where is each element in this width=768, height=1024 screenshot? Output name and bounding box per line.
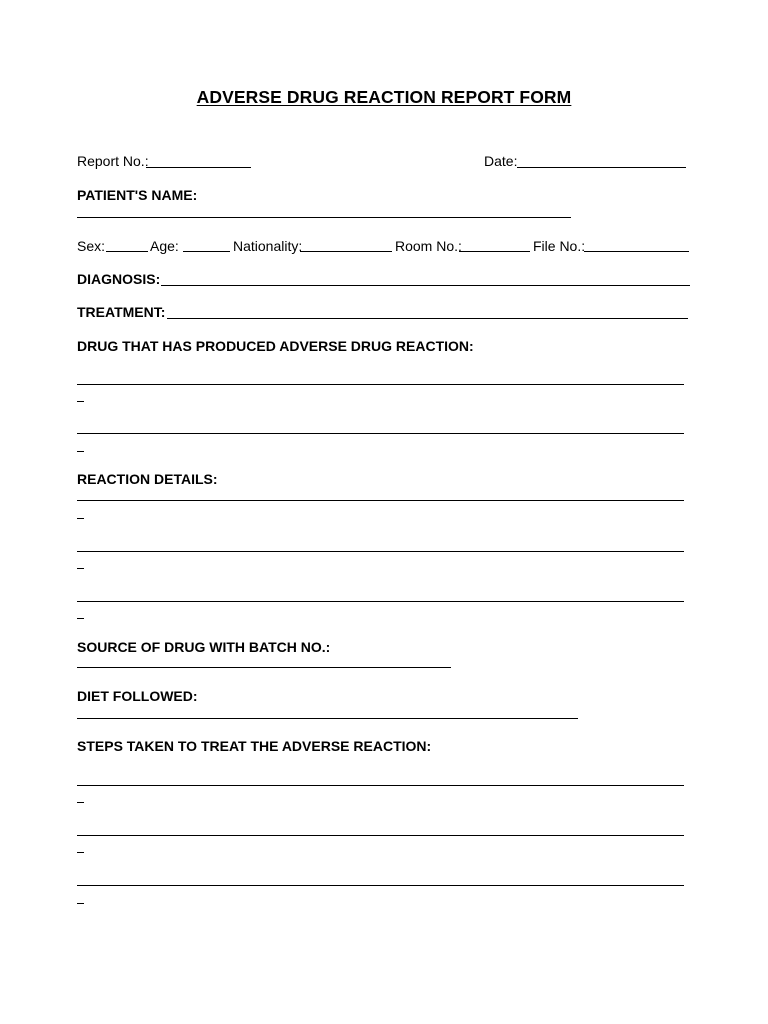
diagnosis-label: DIAGNOSIS: [77, 271, 161, 287]
drug-line-1[interactable] [77, 384, 684, 385]
reaction-line-3-dash [77, 618, 84, 619]
drug-line-2-dash [77, 451, 84, 452]
file-no-field[interactable] [584, 251, 689, 252]
reaction-line-3[interactable] [77, 601, 684, 602]
patient-name-field[interactable] [77, 217, 571, 218]
reaction-line-2-dash [77, 568, 84, 569]
diet-label: DIET FOLLOWED: [77, 688, 198, 704]
age-field[interactable] [183, 251, 230, 252]
room-no-field[interactable] [459, 251, 530, 252]
steps-line-1-dash [77, 802, 84, 803]
source-label: SOURCE OF DRUG WITH BATCH NO.: [77, 639, 331, 655]
treatment-field[interactable] [167, 318, 688, 319]
treatment-label: TREATMENT: [77, 304, 166, 320]
date-label: Date: [484, 153, 518, 169]
diagnosis-field[interactable] [161, 285, 690, 286]
report-no-label: Report No.: [77, 153, 149, 169]
patient-name-label: PATIENT'S NAME: [77, 187, 198, 203]
nationality-label: Nationality: [233, 238, 303, 254]
drug-label: DRUG THAT HAS PRODUCED ADVERSE DRUG REACTION: [77, 338, 474, 354]
report-no-field[interactable] [146, 167, 251, 168]
age-label: Age: [150, 238, 179, 254]
reaction-line-1[interactable] [77, 500, 684, 501]
steps-line-3[interactable] [77, 885, 684, 886]
file-no-label: File No.: [533, 238, 586, 254]
drug-line-1-dash [77, 401, 84, 402]
source-field[interactable] [77, 667, 451, 668]
sex-field[interactable] [106, 251, 148, 252]
form-title: ADVERSE DRUG REACTION REPORT FORM [196, 87, 572, 107]
reaction-label: REACTION DETAILS: [77, 471, 218, 487]
nationality-field[interactable] [300, 251, 392, 252]
sex-label: Sex: [77, 238, 106, 254]
reaction-line-1-dash [77, 518, 84, 519]
steps-line-2[interactable] [77, 835, 684, 836]
steps-label: STEPS TAKEN TO TREAT THE ADVERSE REACTION: [77, 738, 432, 754]
date-field[interactable] [517, 167, 686, 168]
reaction-line-2[interactable] [77, 551, 684, 552]
steps-line-1[interactable] [77, 785, 684, 786]
room-no-label: Room No.: [395, 238, 462, 254]
steps-line-2-dash [77, 852, 84, 853]
steps-line-3-dash [77, 903, 84, 904]
diet-field[interactable] [77, 718, 578, 719]
drug-line-2[interactable] [77, 433, 684, 434]
